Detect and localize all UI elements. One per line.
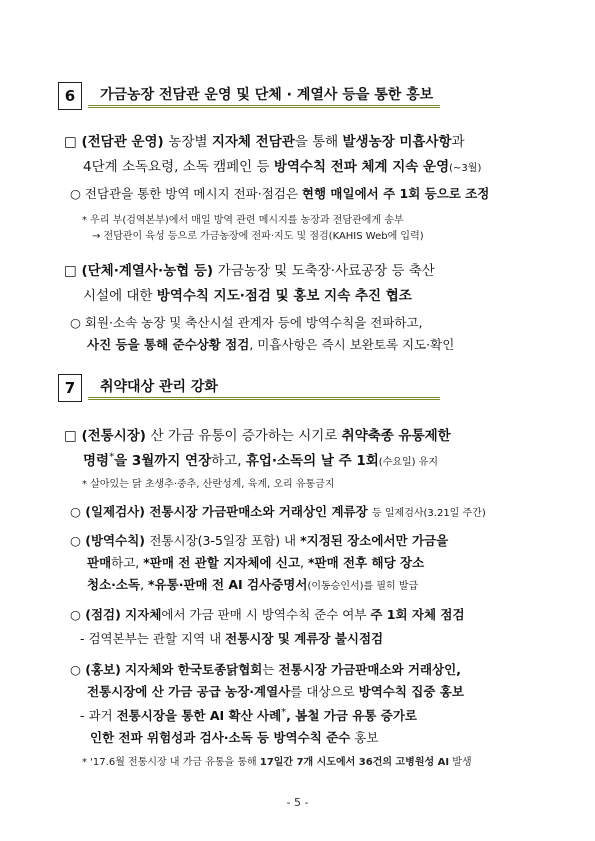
- paragraph-line: □ (전통시장) 산 가금 유통이 증가하는 시기로 취약축종 유통제한: [64, 428, 451, 444]
- paragraph-line: □ (단체·계열사·농협 등) 가금농장 및 도축장·사료공장 등 축산: [64, 263, 435, 279]
- dash-line: - 과거 전통시장을 통한 AI 확산 사례*, 봄철 가금 유통 증가로: [80, 706, 418, 723]
- bullet-line: ○ 회원·소속 농장 및 축산시설 관계자 등에 방역수칙을 전파하고,: [70, 315, 423, 330]
- paragraph-line: □ (전담관 운영) 농장별 지자체 전담관을 통해 발생농장 미흡사항과: [64, 134, 465, 150]
- paragraph-line: 시설에 대한 방역수칙 지도·점검 및 홍보 지속 추진 협조: [83, 288, 412, 304]
- bullet-line: ○ 전담관을 통한 방역 메시지 전파·점검은 현행 매일에서 주 1회 등으로 조정: [70, 186, 490, 201]
- bullet-line: 청소·소독, *유통·판매 전 AI 검사증명서(이동승인서)를 필히 발급: [87, 577, 419, 592]
- paragraph-line: 명령*을 3월까지 연장하고, 휴업·소독의 날 주 1회(수요일) 유지: [83, 451, 439, 469]
- page-number: - 5 -: [286, 796, 309, 809]
- paragraph-line: 4단계 소독요령, 소독 캠페인 등 방역수칙 전파 체계 지속 운영(~3월): [83, 159, 482, 175]
- dash-line: 인한 전파 위험성과 검사·소독 등 방역수칙 준수 홍보: [90, 730, 379, 745]
- bullet-line: ○ (홍보) 지자체와 한국토종닭협회는 전통시장 가금판매소와 거래상인,: [70, 662, 461, 677]
- section-7-header: [58, 374, 442, 404]
- bullet-line: ○ (방역수칙) 전통시장(3-5일장 포함) 내 *지정된 장소에서만 가금을: [70, 533, 449, 548]
- note-line: * '17.6월 전통시장 내 가금 유통을 통해 17일간 7개 시도에서 36건의 고병원성 AI 발생: [82, 757, 472, 768]
- section-number: 6: [58, 82, 82, 110]
- note-line: → 전담관이 육성 등으로 가금농장에 전파·지도 및 점검(KAHIS Web에 입력): [92, 231, 424, 242]
- section-title: 취약대상 관리 강화: [88, 374, 440, 400]
- dash-line: - 검역본부는 관할 지역 내 전통시장 및 계류장 불시점검: [80, 631, 384, 646]
- bullet-line: 전통시장에 산 가금 공급 농장·계열사를 대상으로 방역수칙 집중 홍보: [87, 684, 464, 699]
- bullet-line: ○ (점검) 지자체에서 가금 판매 시 방역수칙 준수 여부 주 1회 자체 점검: [70, 607, 465, 622]
- bullet-line: ○ (일제검사) 전통시장 가금판매소와 거래상인 계류장 등 일제검사(3.21일 주간): [70, 504, 486, 519]
- note-line: * 살아있는 닭 초생추·중추, 산란성계, 육계, 오리 유통금지: [82, 479, 335, 490]
- note-line: * 우리 부(검역본부)에서 매일 방역 관련 메시지를 농장과 전담관에게 송부: [82, 215, 404, 226]
- section-number: 7: [58, 374, 82, 402]
- bullet-line: 판매하고, *판매 전 관할 지자체에 신고, *판매 전후 해당 장소: [87, 555, 425, 570]
- section-title: 가금농장 전담관 운영 및 단체 · 계열사 등을 통한 홍보: [88, 82, 440, 108]
- section-6-header: [58, 82, 442, 112]
- bullet-line: 사진 등을 통해 준수상황 점검, 미흡사항은 즉시 보완토록 지도·확인: [87, 337, 455, 352]
